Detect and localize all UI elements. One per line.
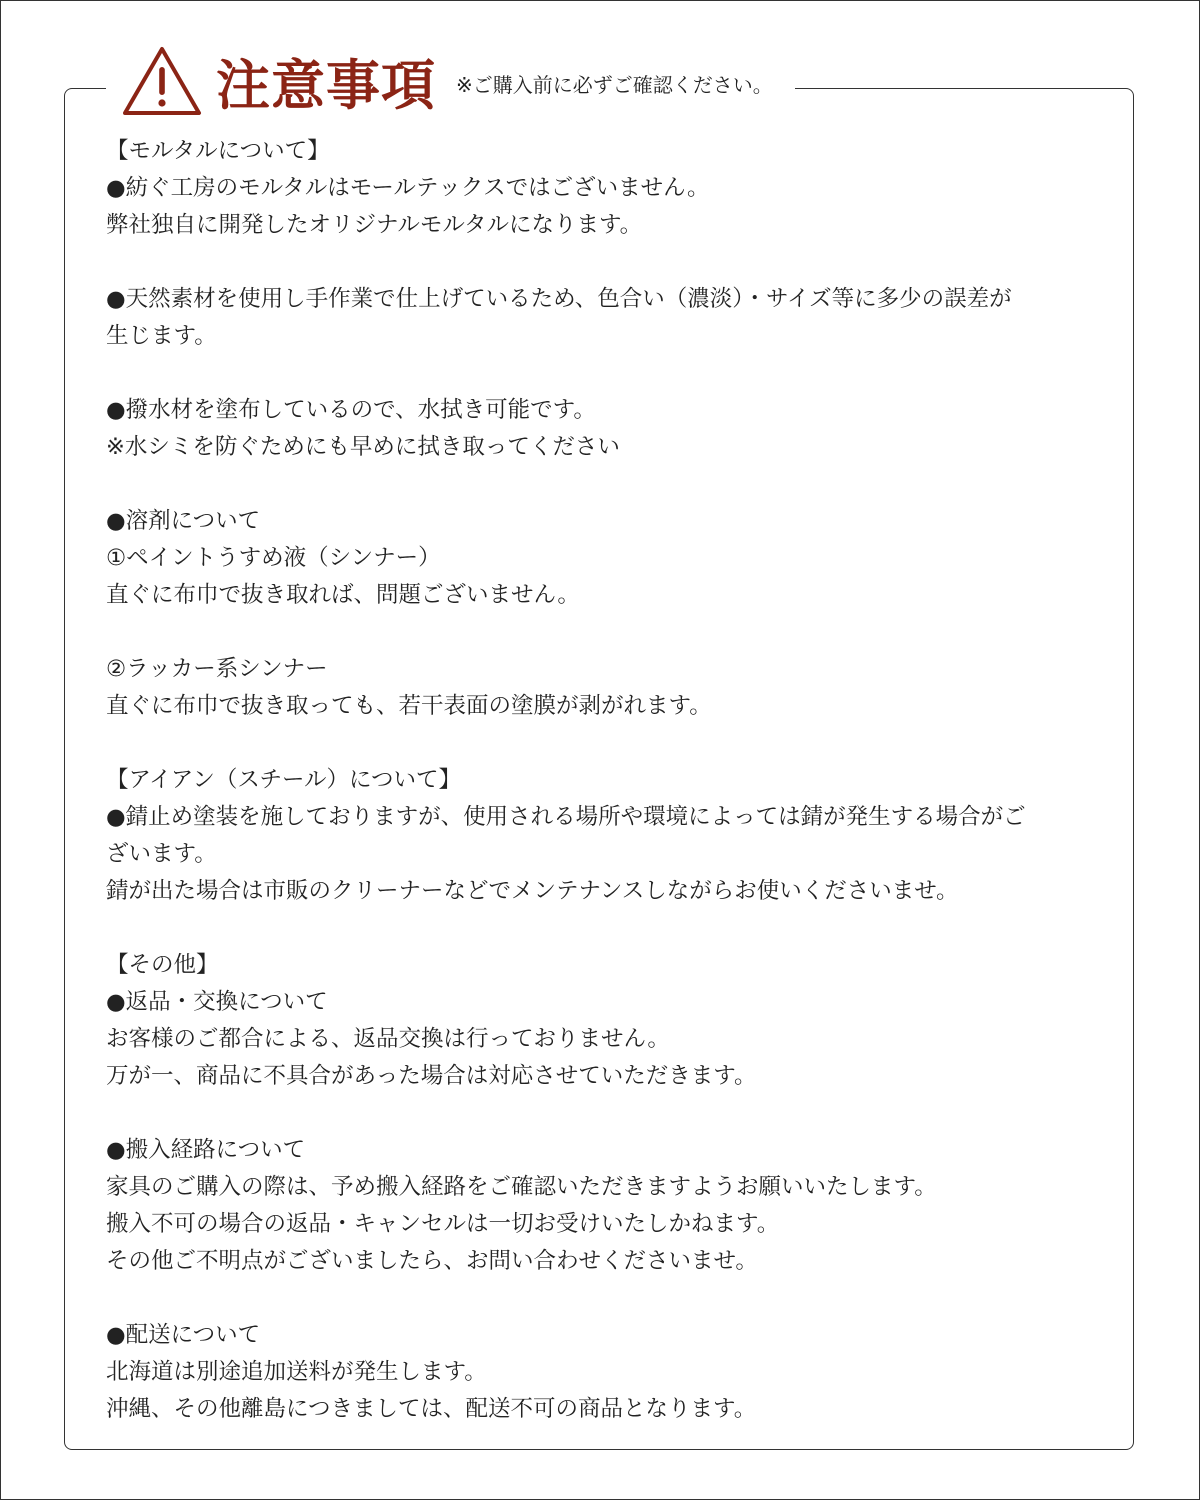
spacer [106, 1280, 1106, 1317]
spacer [106, 466, 1106, 503]
spacer [106, 244, 1106, 281]
notice-line: 錆が出た場合は市販のクリーナーなどでメンテナンスしながらお使いくださいませ。 [106, 878, 959, 904]
spacer [106, 1095, 1106, 1132]
notice-header [106, 36, 795, 126]
warning-icon [122, 45, 202, 117]
notice-line: 直ぐに布巾で抜き取れば、問題ございません。 [106, 582, 580, 608]
notice-line: 直ぐに布巾で抜き取っても、若干表面の塗膜が剥がれます。 [106, 693, 712, 719]
notice-line: 沖縄、その他離島につきましては、配送不可の商品となります。 [106, 1396, 757, 1422]
notice-line: 万が一、商品に不具合があった場合は対応させていただきます。 [106, 1063, 757, 1089]
notice-line: 弊社独自に開発したオリジナルモルタルになります。 [106, 212, 643, 238]
notice-line: ②ラッカー系シンナー [106, 656, 328, 682]
notice-line: ●紡ぐ工房のモルタルはモールテックスではございません。 [106, 175, 710, 201]
notice-line: ●溶剤について [106, 508, 261, 534]
notice-line: お客様のご都合による、返品交換は行っておりません。 [106, 1026, 670, 1052]
notice-content [106, 133, 1106, 1428]
spacer [106, 355, 1106, 392]
notice-line: ●錆止め塗装を施しておりますが、使用される場所や環境によっては錆が発生する場合がご [106, 804, 1026, 830]
notice-line: ●返品・交換について [106, 989, 328, 1015]
notice-line: 生じます。 [106, 323, 217, 349]
notice-line: 【モルタルについて】 [106, 138, 330, 164]
notice-line: 家具のご購入の際は、予め搬入経路をご確認いただきますようお願いいたします。 [106, 1174, 937, 1200]
notice-line: ※水シミを防ぐためにも早めに拭き取ってください [106, 434, 620, 460]
notice-line: ざいます。 [106, 841, 217, 867]
notice-line: ●撥水材を塗布しているので、水拭き可能です。 [106, 397, 596, 423]
notice-line: ●天然素材を使用し手作業で仕上げているため、色合い（濃淡）・サイズ等に多少の誤差が [106, 286, 1012, 312]
notice-line: 搬入不可の場合の返品・キャンセルは一切お受けいたしかねます。 [106, 1211, 780, 1237]
spacer [106, 614, 1106, 651]
spacer [106, 910, 1106, 947]
notice-line: その他ご不明点がございましたら、お問い合わせくださいませ。 [106, 1248, 758, 1274]
notice-line: 【その他】 [106, 952, 219, 978]
notice-line: 北海道は別途追加送料が発生します。 [106, 1359, 487, 1385]
notice-line: ●搬入経路について [106, 1137, 306, 1163]
page-title: 注意事項 [216, 53, 436, 117]
notice-line: ●配送について [106, 1322, 261, 1348]
spacer [106, 725, 1106, 762]
notice-line: 【アイアン（スチール）について】 [106, 767, 462, 793]
page-subtitle: ※ご購入前に必ずご確認ください。 [456, 72, 773, 97]
notice-line: ①ペイントうすめ液（シンナー） [106, 545, 441, 571]
